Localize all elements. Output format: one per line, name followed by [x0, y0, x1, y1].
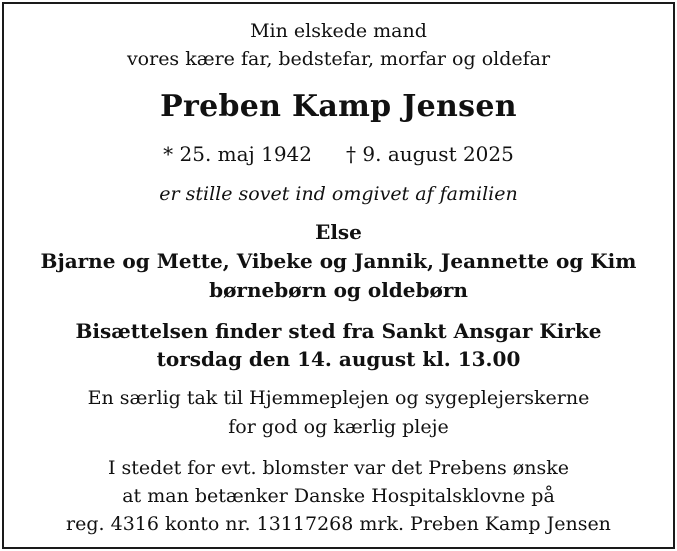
- death-date: † 9. august 2025: [346, 142, 514, 166]
- intro-line-1: Min elskede mand: [250, 20, 427, 42]
- family-line-1: Else: [315, 220, 362, 244]
- obituary-notice: [2, 2, 675, 549]
- intro-line-2: vores kære far, bedstefar, morfar og oldefar: [126, 48, 551, 70]
- funeral-line-2: torsdag den 14. august kl. 13.00: [156, 347, 521, 371]
- donation-line-3: reg. 4316 konto nr. 13117268 mrk. Preben Kamp Jensen: [66, 513, 611, 535]
- thanks-line-2: for god og kærlig pleje: [228, 416, 449, 438]
- donation-line-2: at man betænker Danske Hospitalsklovne på: [122, 485, 555, 507]
- family-line-3: børnebørn og oldebørn: [209, 278, 468, 302]
- donation-line-1: I stedet for evt. blomster var det Prebens ønske: [108, 457, 569, 479]
- passing-text: er stille sovet ind omgivet af familien: [159, 183, 518, 205]
- family-line-2: Bjarne og Mette, Vibeke og Jannik, Jeannette og Kim: [40, 249, 637, 273]
- life-dates: [4, 144, 673, 164]
- thanks-line-1: En særlig tak til Hjemmeplejen og sygeplejerskerne: [87, 387, 590, 409]
- deceased-name: Preben Kamp Jensen: [160, 89, 517, 124]
- funeral-line-1: Bisættelsen finder sted fra Sankt Ansgar Kirke: [75, 319, 602, 343]
- birth-date: * 25. maj 1942: [163, 142, 313, 166]
